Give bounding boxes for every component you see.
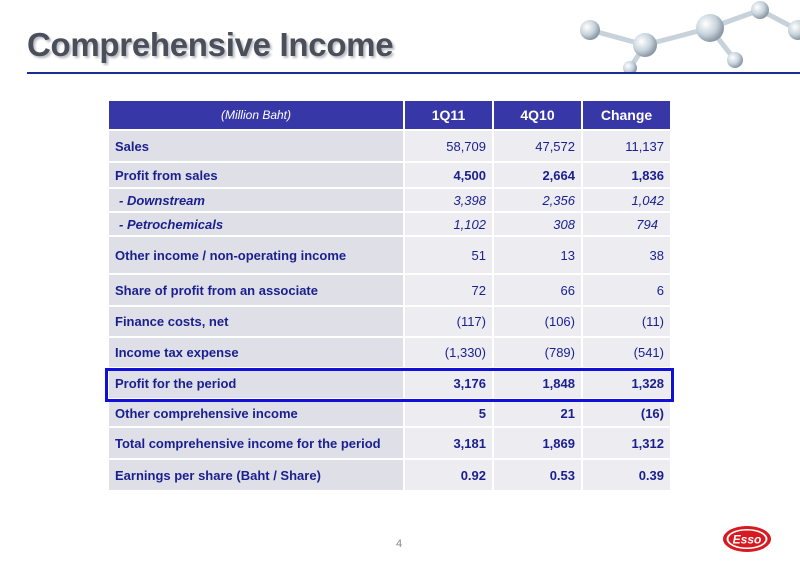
table-row-petrochemicals <box>108 212 671 236</box>
table-row-total-comprehensive <box>108 427 671 459</box>
row-value: 66 <box>493 274 582 306</box>
row-value: 72 <box>404 274 493 306</box>
row-value: 3,398 <box>404 188 493 212</box>
table-row-finance-costs <box>108 306 671 337</box>
row-value: 794 <box>582 212 671 236</box>
table-row-sales <box>108 130 671 162</box>
row-value: 0.92 <box>404 459 493 491</box>
table-header-row <box>108 100 671 130</box>
row-value: 1,102 <box>404 212 493 236</box>
row-value: 38 <box>582 236 671 274</box>
row-value: 1,042 <box>582 188 671 212</box>
row-label: Other comprehensive income <box>108 399 404 427</box>
row-value: 3,176 <box>404 368 493 399</box>
row-value: 3,181 <box>404 427 493 459</box>
header-unit: (Million Baht) <box>108 100 404 130</box>
page-title: Comprehensive Income <box>27 26 394 63</box>
table-row-downstream <box>108 188 671 212</box>
row-label: Profit from sales <box>108 162 404 188</box>
row-value: 5 <box>404 399 493 427</box>
row-value: 11,137 <box>582 130 671 162</box>
row-label: Finance costs, net <box>108 306 404 337</box>
row-label: - Downstream <box>108 188 404 212</box>
table-row-income-tax <box>108 337 671 368</box>
table-row-other-comprehensive <box>108 399 671 427</box>
comprehensive-income-table <box>107 99 672 492</box>
table-row-profit-from-sales <box>108 162 671 188</box>
row-label: Sales <box>108 130 404 162</box>
row-label: Total comprehensive income for the period <box>108 427 404 459</box>
row-value: 1,848 <box>493 368 582 399</box>
row-label: Income tax expense <box>108 337 404 368</box>
row-value: 1,869 <box>493 427 582 459</box>
header-1q11: 1Q11 <box>404 100 493 130</box>
row-value: 2,664 <box>493 162 582 188</box>
row-value: 21 <box>493 399 582 427</box>
row-value: 2,356 <box>493 188 582 212</box>
row-label: Profit for the period <box>108 368 404 399</box>
row-value: 308 <box>493 212 582 236</box>
row-value: 47,572 <box>493 130 582 162</box>
title-underline <box>27 72 800 74</box>
esso-logo <box>722 525 772 553</box>
row-value: (16) <box>582 399 671 427</box>
row-value: (117) <box>404 306 493 337</box>
table-row-eps <box>108 459 671 491</box>
row-value: 0.53 <box>493 459 582 491</box>
row-label: Other income / non-operating income <box>108 236 404 274</box>
row-value: 1,836 <box>582 162 671 188</box>
row-value: (106) <box>493 306 582 337</box>
row-value: (11) <box>582 306 671 337</box>
row-value: 1,312 <box>582 427 671 459</box>
row-value: (789) <box>493 337 582 368</box>
header-4q10: 4Q10 <box>493 100 582 130</box>
profit-highlight-box <box>105 368 674 402</box>
page-number: 4 <box>396 538 403 550</box>
esso-logo-text: Esso <box>732 532 762 547</box>
row-value: 6 <box>582 274 671 306</box>
table-row-other-income <box>108 236 671 274</box>
row-value: (541) <box>582 337 671 368</box>
row-value: (1,330) <box>404 337 493 368</box>
row-label: Share of profit from an associate <box>108 274 404 306</box>
row-value: 58,709 <box>404 130 493 162</box>
row-value: 0.39 <box>582 459 671 491</box>
table-row-share-of-profit <box>108 274 671 306</box>
row-value: 13 <box>493 236 582 274</box>
row-value: 51 <box>404 236 493 274</box>
row-label: - Petrochemicals <box>108 212 404 236</box>
header-change: Change <box>582 100 671 130</box>
row-value: 1,328 <box>582 368 671 399</box>
molecule-graphic <box>560 0 800 72</box>
row-label: Earnings per share (Baht / Share) <box>108 459 404 491</box>
row-value: 4,500 <box>404 162 493 188</box>
